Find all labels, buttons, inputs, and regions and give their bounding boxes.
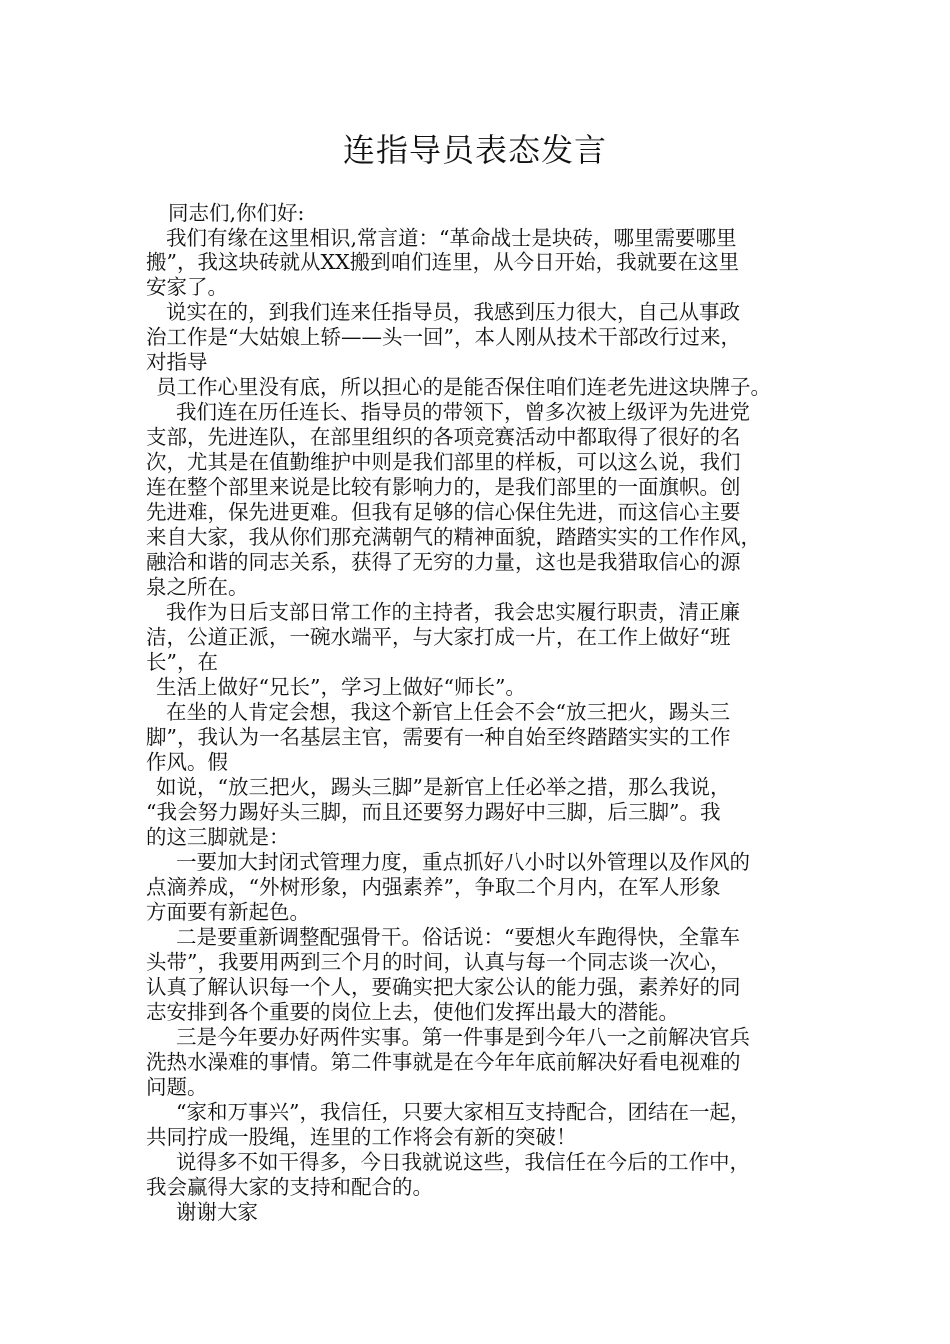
body-line: “家和万事兴”，我信任，只要大家相互支持配合，团结在一起， [176, 1100, 751, 1124]
body-line: 我会赢得大家的支持和配合的。 [146, 1175, 433, 1199]
body-line: 来自大家，我从你们那充满朝气的精神面貌，踏踏实实的工作作风， [146, 525, 761, 549]
body-line: 说实在的，到我们连来任指导员，我感到压力很大，自己从事政 [166, 300, 740, 324]
body-line: 在坐的人肯定会想，我这个新官上任会不会“放三把火，踢头三 [166, 700, 730, 724]
body-line: 连在整个部里来说是比较有影响力的，是我们部里的一面旗帜。创 [146, 475, 741, 499]
body-line: 志安排到各个重要的岗位上去，使他们发挥出最大的潜能。 [146, 1000, 679, 1024]
body-line: 搬”，我这块砖就从XX搬到咱们连里，从今日开始，我就要在这里 [146, 250, 740, 274]
body-line: 头带”，我要用两到三个月的时间，认真与每一个同志谈一次心， [146, 950, 731, 974]
body-line: 我们有缘在这里相识,常言道：“革命战士是块砖，哪里需要哪里 [166, 226, 737, 250]
body-line: 洗热水澡难的事情。第二件事就是在今年年底前解决好看电视难的 [146, 1050, 741, 1074]
body-line: 治工作是“大姑娘上轿——头一回”，本人刚从技术干部改行过来， [146, 325, 741, 349]
body-line: 长”，在 [146, 650, 218, 674]
body-line: 先进难，保先进更难。但我有足够的信心保住先进，而这信心主要 [146, 500, 741, 524]
body-line: 同志们,你们好: [168, 201, 305, 225]
body-line: 说得多不如干得多，今日我就说这些，我信任在今后的工作中， [176, 1150, 750, 1174]
body-line: 融洽和谐的同志关系，获得了无穷的力量，这也是我猎取信心的源 [146, 550, 741, 574]
body-line: 洁，公道正派，一碗水端平，与大家打成一片，在工作上做好“班 [146, 625, 731, 649]
body-line: 我作为日后支部日常工作的主持者，我会忠实履行职责，清正廉 [166, 600, 740, 624]
body-line: 二是要重新调整配强骨干。俗话说：“要想火车跑得快，全靠车 [176, 925, 740, 949]
body-line: 脚”，我认为一名基层主官，需要有一种自始至终踏踏实实的工作 [146, 725, 731, 749]
body-line: 支部，先进连队，在部里组织的各项竞赛活动中都取得了很好的名 [146, 425, 741, 449]
body-line: 认真了解认识每一个人，要确实把大家公认的能力强，素养好的同 [146, 975, 741, 999]
body-line: 员工作心里没有底，所以担心的是能否保住咱们连老先进这块牌子。 [156, 375, 771, 399]
body-line: 对指导 [146, 350, 208, 374]
body-line: 谢谢大家 [176, 1200, 258, 1224]
body-line: 如说，“放三把火，踢头三脚”是新官上任必举之措，那么我说， [156, 775, 731, 799]
body-line: 共同拧成一股绳，连里的工作将会有新的突破！ [146, 1125, 577, 1149]
body-line: 生活上做好“兄长”，学习上做好“师长”。 [156, 675, 526, 699]
body-line: 我们连在历任连长、指导员的带领下，曾多次被上级评为先进党 [176, 400, 750, 424]
body-line: 次，尤其是在值勤维护中则是我们部里的样板，可以这么说，我们 [146, 450, 741, 474]
body-line: 作风。假 [146, 750, 228, 774]
body-line: 安家了。 [146, 275, 228, 299]
body-line: 问题。 [146, 1075, 208, 1099]
body-line: 三是今年要办好两件实事。第一件事是到今年八一之前解决官兵 [176, 1025, 750, 1049]
body-line: 的这三脚就是： [146, 825, 290, 849]
document-title: 连指导员表态发言 [342, 131, 607, 169]
body-line: 方面要有新起色。 [146, 900, 310, 924]
body-line: 一要加大封闭式管理力度，重点抓好八小时以外管理以及作风的 [176, 850, 750, 874]
body-line: 点滴养成，“外树形象，内强素养”，争取二个月内，在军人形象 [146, 875, 721, 899]
body-line: 泉之所在。 [146, 575, 249, 599]
body-line: “我会努力踢好头三脚，而且还要努力踢好中三脚，后三脚”。我 [146, 800, 721, 824]
